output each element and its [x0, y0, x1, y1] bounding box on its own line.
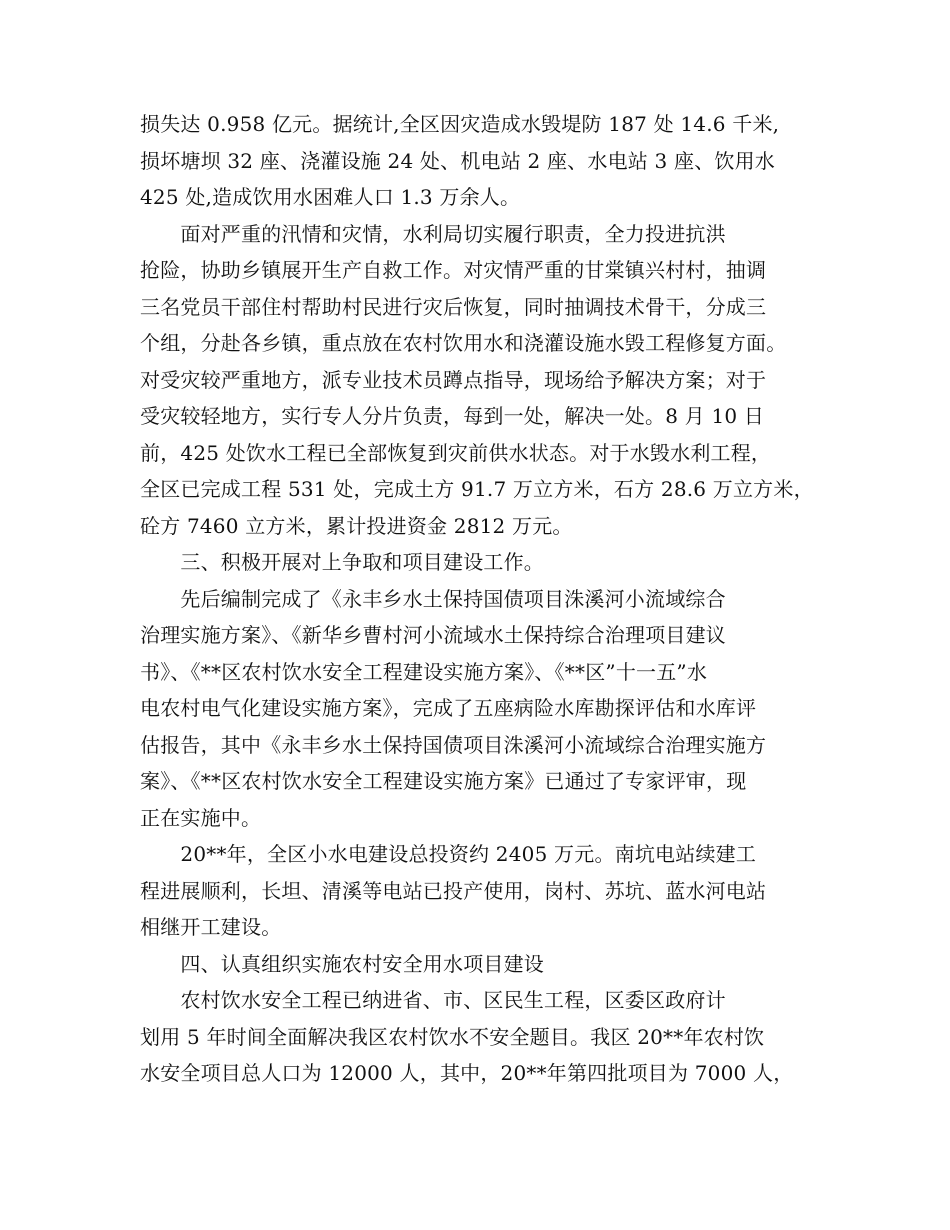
text-line: 损失达 0.958 亿元。据统计,全区因灾造成水毁堤防 187 处 14.6 千米,: [140, 112, 780, 136]
text-line: 农村饮水安全工程已纳进省、市、区民生工程，区委区政府计: [140, 988, 726, 1012]
text-line: 书》、《**区农村饮水安全工程建设实施方案》、《**区”十一五”水: [140, 659, 708, 684]
text-line: 抢险，协助乡镇展开生产自救工作。对灾情严重的甘棠镇兴村村，抽调: [140, 258, 767, 282]
text-line: 水安全项目总人口为 12000 人，其中，20**年第四批项目为 7000 人，: [140, 1061, 794, 1085]
text-line: 砼方 7460 立方米，累计投进资金 2812 万元。: [140, 513, 573, 538]
text-line: 损坏塘坝 32 座、浇灌设施 24 处、机电站 2 座、水电站 3 座、饮用水: [140, 148, 776, 173]
text-line: 20**年，全区小水电建设总投资约 2405 万元。南坑电站续建工: [140, 842, 757, 866]
text-line: 程进展顺利，长坦、清溪等电站已投产使用，岗村、苏坑、蓝水河电站: [140, 878, 767, 903]
text-line: 前，425 处饮水工程已全部恢复到灾前供水状态。对于水毁水利工程，: [140, 440, 772, 465]
text-line: 三名党员干部住村帮助村民进行灾后恢复，同时抽调技术骨干，分成三: [140, 294, 767, 319]
text-line: 治理实施方案》、《新华乡曹村河小流域水土保持综合治理项目建议: [140, 623, 726, 647]
text-line: 估报告，其中《永丰乡水土保持国债项目洙溪河小流域综合治理实施方: [140, 732, 767, 757]
text-line: 个组，分赴各乡镇，重点放在农村饮用水和浇灌设施水毁工程修复方面。: [140, 331, 787, 355]
text-line: 面对严重的汛情和灾情，水利局切实履行职责，全力投进抗洪: [140, 221, 726, 246]
text-line: 425 处,造成饮用水困难人口 1.3 万余人。: [140, 185, 521, 209]
section-heading: 三、积极开展对上争取和项目建设工作。: [140, 550, 544, 574]
text-line: 受灾较轻地方，实行专人分片负责，每到一处，解决一处。8 月 10 日: [140, 404, 765, 428]
text-line: 先后编制完成了《永丰乡水土保持国债项目洙溪河小流域综合: [140, 586, 726, 611]
document-body: [140, 106, 830, 1092]
text-line: 划用 5 年时间全面解决我区农村饮水不安全题目。我区 20**年农村饮: [140, 1024, 765, 1049]
text-line: 对受灾较严重地方，派专业技术员蹲点指导，现场给予解决方案；对于: [140, 367, 767, 392]
text-line: 全区已完成工程 531 处，完成土方 91.7 万立方米，石方 28.6 万立方米，: [140, 477, 814, 501]
section-heading: 四、认真组织实施农村安全用水项目建设: [140, 951, 544, 976]
text-line: 正在实施中。: [140, 805, 262, 830]
text-line: 相继开工建设。: [140, 915, 282, 939]
text-line: 案》、《**区农村饮水安全工程建设实施方案》已通过了专家评审，现: [140, 769, 747, 793]
text-line: 电农村电气化建设实施方案》，完成了五座病险水库勘探评估和水库评: [140, 696, 757, 720]
